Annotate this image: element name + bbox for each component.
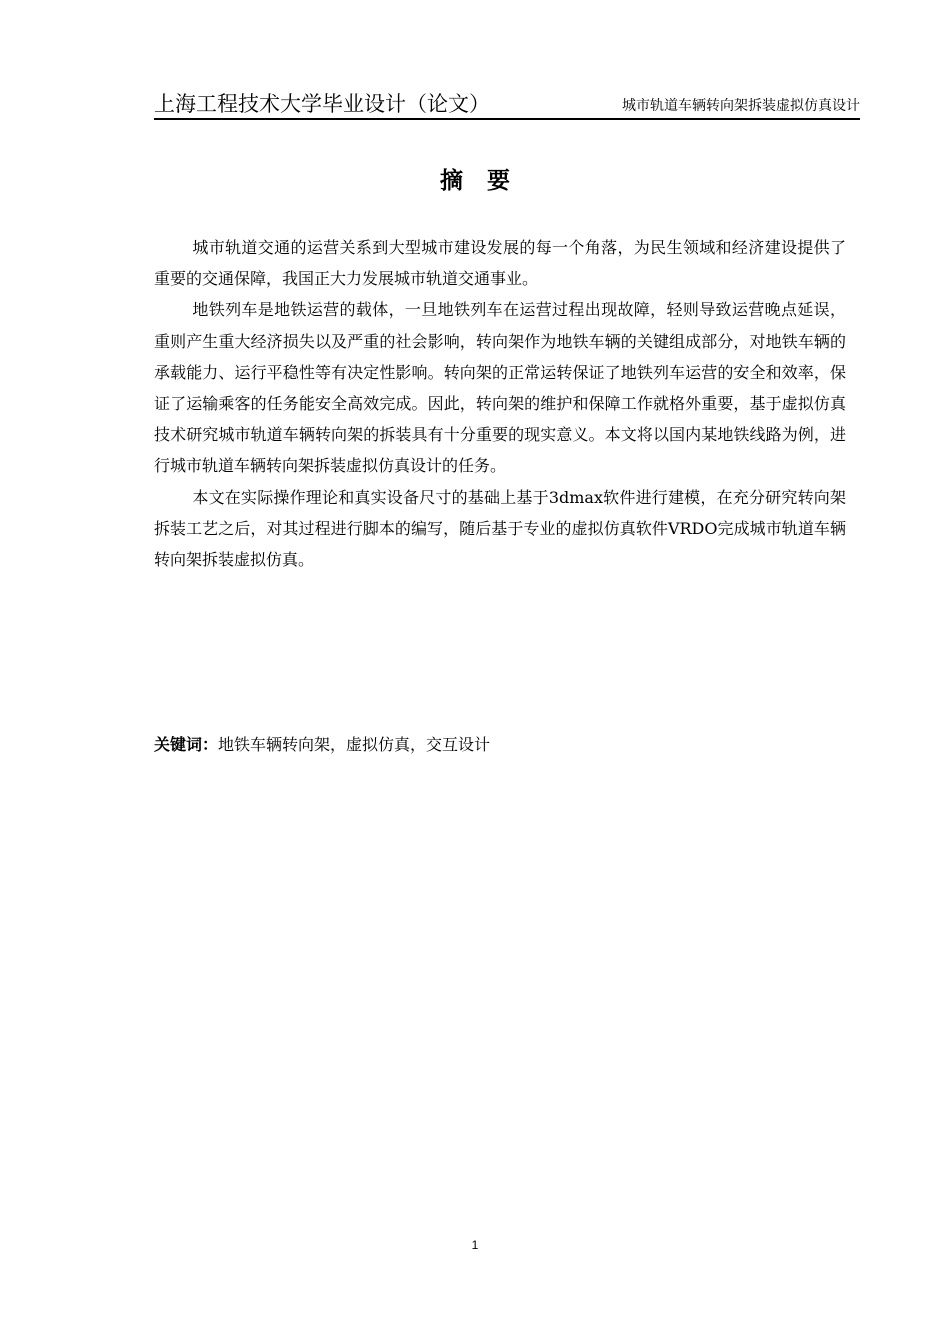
page-header bbox=[154, 90, 860, 120]
page-number: 1 bbox=[471, 1238, 479, 1252]
abstract-title: 摘要 bbox=[440, 168, 534, 194]
keywords-value: 地铁车辆转向架，虚拟仿真，交互设计 bbox=[218, 735, 491, 754]
keywords-label: 关键词： bbox=[154, 735, 219, 754]
keywords-line bbox=[154, 730, 490, 760]
abstract-paragraph-2: 地铁列车是地铁运营的载体，一旦地铁列车在运营过程出现故障，轻则导致运营晚点延误，重则产生重大经济损失以及严重的社会影响，转向架作为地铁车辆的关键组成部分，对地铁车辆的承载能力、运行平稳性等有决定性影响。转向架的正常运转保证了地铁列车运营的安全和效率，保证了运输乘客的任务能安全高效完成。因此，转向架的维护和保障工作就格外重要，基于虚拟仿真技术研究城市轨道车辆转向架的拆装具有十分重要的现实意义。本文将以国内某地铁线路为例，进行城市轨道车辆转向架拆装虚拟仿真设计的任务。 bbox=[154, 300, 846, 476]
header-thesis-title: 城市轨道车辆转向架拆装虚拟仿真设计 bbox=[622, 98, 860, 114]
abstract-paragraph-1: 城市轨道交通的运营关系到大型城市建设发展的每一个角落，为民生领域和经济建设提供了重要的交通保障，我国正大力发展城市轨道交通事业。 bbox=[154, 238, 846, 289]
abstract-paragraph-3: 本文在实际操作理论和真实设备尺寸的基础上基于3dmax软件进行建模，在充分研究转向架拆装工艺之后，对其过程进行脚本的编写，随后基于专业的虚拟仿真软件VRDO完成城市轨道车辆转向架拆装虚拟仿真。 bbox=[154, 487, 846, 570]
header-university-title: 上海工程技术大学毕业设计（论文） bbox=[154, 92, 490, 116]
abstract-body bbox=[154, 232, 846, 575]
